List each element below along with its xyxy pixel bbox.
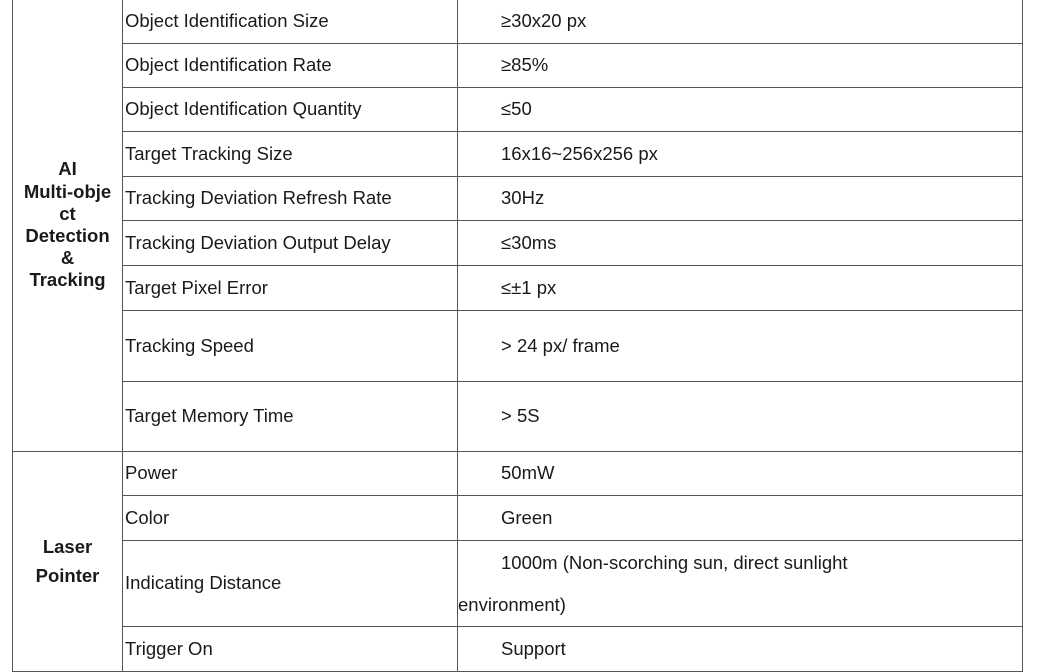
table-row xyxy=(13,496,1023,541)
group-label-line: Pointer xyxy=(35,564,100,586)
table-row xyxy=(13,44,1023,88)
group-label-line: ct xyxy=(59,202,76,224)
param-value: Support xyxy=(458,627,1023,672)
param-value: ≤±1 px xyxy=(458,266,1023,311)
param-value: > 24 px/ frame xyxy=(458,311,1023,382)
param-name: Tracking Deviation Refresh Rate xyxy=(123,177,458,221)
param-name: Trigger On xyxy=(123,627,458,672)
param-name: Target Pixel Error xyxy=(123,266,458,311)
group-label-line: AI xyxy=(58,158,77,180)
table-row xyxy=(13,177,1023,221)
table-row xyxy=(13,132,1023,177)
section-group-label xyxy=(13,0,123,452)
spec-table xyxy=(12,0,1023,672)
table-row xyxy=(13,541,1023,627)
param-value: 16x16~256x256 px xyxy=(458,132,1023,177)
param-name: Target Memory Time xyxy=(123,382,458,452)
param-value: ≥30x20 px xyxy=(458,0,1023,44)
table-row xyxy=(13,88,1023,132)
param-value xyxy=(458,541,1023,627)
table-row xyxy=(13,627,1023,672)
param-name: Object Identification Rate xyxy=(123,44,458,88)
param-value: 30Hz xyxy=(458,177,1023,221)
param-value: 50mW xyxy=(458,452,1023,496)
table-row xyxy=(13,266,1023,311)
group-label-line: Laser xyxy=(42,535,93,557)
param-name: Target Tracking Size xyxy=(123,132,458,177)
param-value: > 5S xyxy=(458,382,1023,452)
param-name: Tracking Deviation Output Delay xyxy=(123,221,458,266)
group-label-line: Tracking xyxy=(29,269,106,291)
param-name: Power xyxy=(123,452,458,496)
param-value: ≤50 xyxy=(458,88,1023,132)
param-value: ≤30ms xyxy=(458,221,1023,266)
table-row xyxy=(13,311,1023,382)
param-value-line: 1000m (Non-scorching sun, direct sunlight xyxy=(501,551,848,573)
table-row xyxy=(13,221,1023,266)
param-name: Color xyxy=(123,496,458,541)
table-row xyxy=(13,452,1023,496)
param-name: Indicating Distance xyxy=(123,541,458,627)
group-label-line: Multi-obje xyxy=(23,180,112,202)
section-group-label xyxy=(13,452,123,672)
param-value-line: environment) xyxy=(458,593,566,615)
param-value: ≥85% xyxy=(458,44,1023,88)
param-name: Object Identification Quantity xyxy=(123,88,458,132)
param-value: Green xyxy=(458,496,1023,541)
table-row xyxy=(13,382,1023,452)
table-row xyxy=(13,0,1023,44)
group-label-line: Detection xyxy=(25,225,110,246)
group-label-line: & xyxy=(60,247,75,269)
param-name: Tracking Speed xyxy=(123,311,458,382)
param-name: Object Identification Size xyxy=(123,0,458,44)
